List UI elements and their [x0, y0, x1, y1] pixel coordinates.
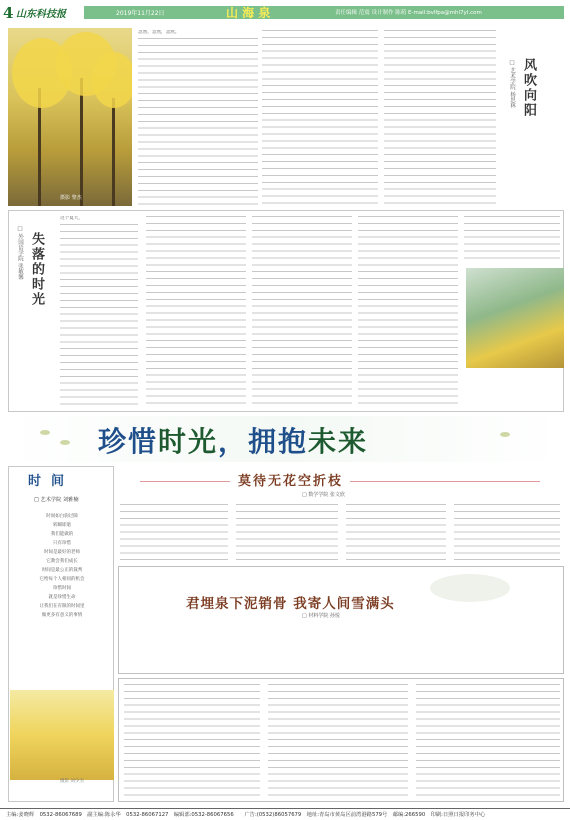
banner-part: 时光 — [158, 425, 219, 458]
poem-line: 我们能做的 — [50, 532, 74, 537]
poem-line: 时间是最公正的裁判 — [41, 568, 83, 573]
poem-line: 让我们在有限的时间里 — [39, 604, 85, 609]
essay-author: □ 数学学院 张文欣 — [302, 492, 345, 498]
poem-title: 时间 — [28, 474, 75, 489]
essay-body-text — [236, 504, 338, 564]
photo-caption: 摄影 黎杰 — [60, 195, 82, 201]
leaf-decoration — [500, 432, 510, 437]
article-lead: 这个夏天， — [60, 216, 83, 221]
essay-body-text — [124, 684, 260, 798]
essay-body-text — [120, 504, 228, 564]
banner-headline — [98, 420, 498, 460]
essay-body-text — [268, 684, 408, 798]
article-body-text — [138, 38, 258, 206]
leaf-decoration — [40, 430, 50, 435]
poem-author: □ 艺术学院 刘雅楠 — [34, 497, 79, 503]
essay-title: 君埋泉下泥销骨 我寄人间雪满头 — [186, 596, 395, 612]
article-title: 失落的时光 — [29, 232, 44, 307]
article-title: 风吹向阳 — [521, 58, 536, 118]
photo-caption: 摄影 刘少杰 — [60, 779, 84, 784]
divider — [350, 481, 540, 482]
poem-line: 时间如白驹过隙 — [46, 514, 78, 519]
article-body-text — [262, 30, 378, 206]
article-author: □ 艺术学院 杨思林 — [509, 60, 515, 108]
leaf-decoration — [60, 440, 70, 445]
essay-body-text — [454, 504, 560, 564]
banner-part: ，拥抱 — [218, 425, 309, 458]
article-author: □ 外国语学院 张敏馨 — [17, 226, 23, 280]
editor-line: 责任编辑 范震 设计制作 陈萌 E-mail:bvlfpa@mhl7yl.com — [335, 10, 482, 16]
poem-line: 珍惜时间 — [53, 586, 71, 591]
article-body-text — [464, 216, 560, 264]
article-body-text — [252, 216, 352, 408]
poem-line: 转瞬即逝 — [53, 523, 71, 528]
article-body-text — [358, 216, 458, 408]
landscape-photo — [466, 268, 564, 368]
poem-body — [20, 512, 104, 620]
ginkgo-photo — [8, 28, 132, 206]
newspaper-logo: 山东科技报 — [16, 9, 66, 20]
article-lead: 忽然，忽然，忽然。 — [138, 30, 180, 35]
poem-line: 它教会我们成长 — [46, 559, 78, 564]
essay-body-text — [416, 684, 560, 798]
article-body-text — [60, 224, 138, 408]
banner-part: 珍惜 — [98, 425, 159, 458]
article-body-text — [384, 30, 496, 206]
poem-line: 时间是最好的老师 — [44, 550, 80, 555]
ginkgo-leaves-photo — [10, 690, 114, 780]
poem-line: 做更多有意义的事情 — [41, 613, 83, 618]
essay-body-text — [346, 504, 446, 564]
poem-line: 只有珍惜 — [53, 541, 71, 546]
banner-part: 未来 — [308, 425, 369, 458]
poem-line: 就是珍惜生命 — [48, 595, 76, 600]
issue-date: 2019年11月22日 — [116, 10, 165, 17]
cloud-decoration — [430, 574, 510, 602]
section-title: 山 海 泉 — [226, 6, 271, 20]
essay-title: 莫待无花空折枝 — [238, 474, 344, 489]
article-body-text — [146, 216, 246, 408]
poem-line: 它给每个人相同的机会 — [39, 577, 85, 582]
divider — [140, 481, 230, 482]
footer-info: 主编:姜晓辉 0532-86067689 副主编:陈永华 0532-86067127 编辑部:0532-86067656 广告:(0532)86057679 地址:青岛市黄岛区前湾港路579号 邮编:266590 印刷:日照日报印务中心 — [6, 812, 486, 818]
essay-author: □ 材料学院 孙悦 — [302, 613, 340, 619]
page-number: 4 — [3, 4, 14, 22]
